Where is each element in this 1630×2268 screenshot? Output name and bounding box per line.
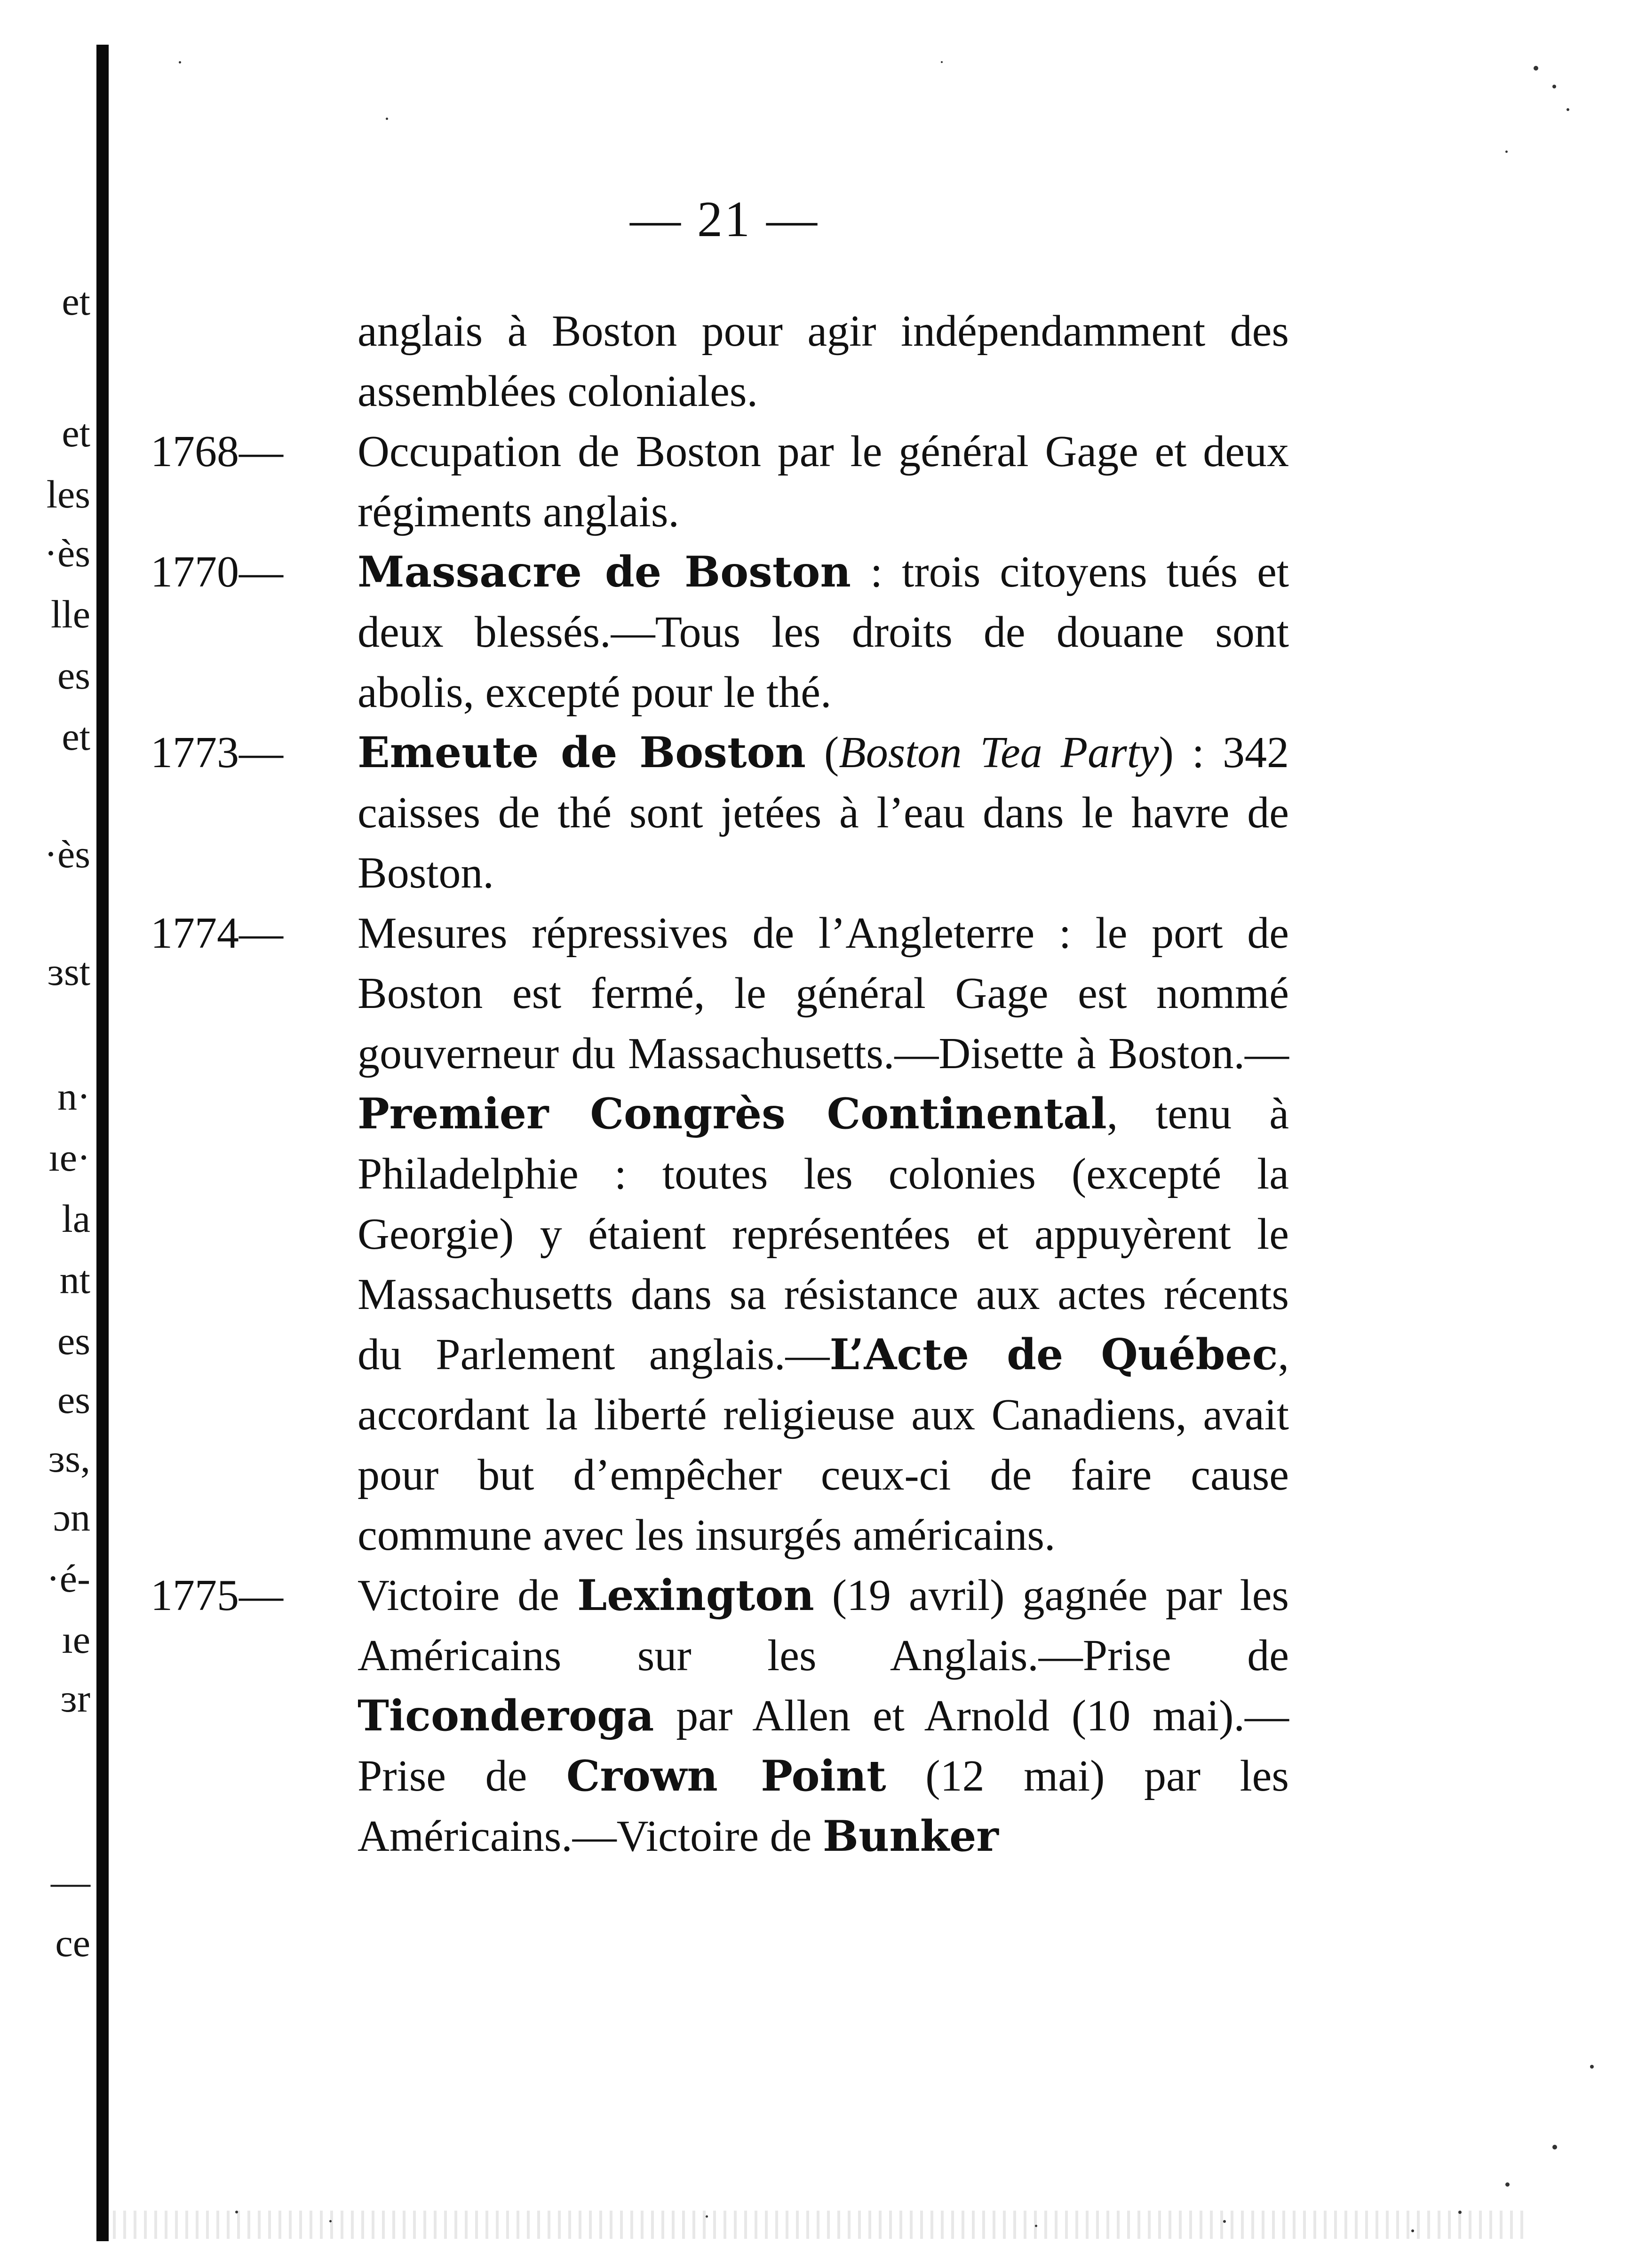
margin-fragment: lle [51, 593, 90, 636]
facing-page-fragments [0, 0, 94, 2268]
margin-fragment: ce [55, 1921, 90, 1965]
margin-fragment: et [62, 715, 90, 759]
chronology-entry [151, 903, 1289, 1565]
print-speck [941, 61, 943, 63]
margin-fragment: es [57, 654, 90, 698]
print-speck [386, 118, 388, 120]
bold-term: L’Acte de Québec [829, 1330, 1278, 1380]
print-speck [1223, 2220, 1226, 2223]
chronology-entry [151, 542, 1289, 722]
bold-term: Crown Point [566, 1751, 886, 1801]
margin-fragment: nt [59, 1258, 90, 1302]
entry-text: , accordant la liberté religieuse aux Canadiens, avait pour but d’empêcher ceux-ci de faire cause commune avec les insurgés américains. [358, 1330, 1289, 1560]
print-speck [235, 2211, 238, 2213]
print-speck [1035, 2225, 1037, 2227]
entry-year: 1768— [151, 427, 283, 476]
print-speck [1411, 2229, 1414, 2232]
margin-fragment: et [62, 412, 90, 455]
entry-text: par Allen et Arnold (10 mai).—Prise de [358, 1691, 1289, 1800]
entry-text: Occupation de Boston par le général Gage et deux régiments anglais. [358, 427, 1289, 536]
margin-fragment: ɜst [47, 950, 90, 994]
entry-year: 1770— [151, 547, 283, 596]
entry-year: 1775— [151, 1571, 283, 1620]
print-speck [329, 2220, 332, 2222]
print-speck [1505, 2182, 1510, 2187]
entry-text: (19 avril) gagnée par les Américains sur les Anglais.—Prise de [358, 1571, 1289, 1680]
margin-fragment: — [51, 1860, 90, 1904]
margin-fragment: es [57, 1319, 90, 1363]
margin-fragment: ·ès [44, 531, 90, 575]
italic-term: Boston Tea Party [839, 728, 1159, 777]
chronology-entry [151, 722, 1289, 903]
print-speck [1590, 2065, 1594, 2069]
print-noise [113, 2211, 1524, 2239]
bold-term: Lexington [577, 1570, 814, 1620]
bold-term: Bunker [822, 1811, 999, 1861]
entry-year: 1774— [151, 909, 283, 958]
margin-fragment: n· [57, 1075, 90, 1118]
print-speck [179, 61, 181, 63]
entry-text: , tenu à Philadelphie : toutes les colonies (excepté la Georgie) y étaient représentées et appuyèrent le Massachusetts dans sa résistance aux actes récents du Parlement anglais.— [358, 1089, 1289, 1379]
bold-term: Ticonderoga [358, 1691, 654, 1741]
margin-fragment: ·ès [44, 833, 90, 876]
chronology-entries [151, 301, 1289, 1866]
print-speck [1566, 108, 1569, 111]
bold-term: Premier Congrès Continental [358, 1089, 1107, 1139]
margin-fragment: ·é- [46, 1557, 90, 1601]
print-speck [1534, 66, 1538, 71]
margin-fragment: et [62, 280, 90, 324]
print-speck [1458, 2211, 1462, 2214]
entry-text: (12 mai) par les Américains.—Victoire de [358, 1752, 1289, 1861]
entry-text: ) : 342 caisses de thé sont jetées à l’eau dans le havre de Boston. [358, 728, 1289, 897]
print-speck [1552, 85, 1556, 88]
entry-year: 1773— [151, 728, 283, 777]
chronology-entry [151, 301, 1289, 421]
entry-text: anglais à Boston pour agir indépendamment des assemblées coloniales. [358, 307, 1289, 416]
margin-fragment: ɜr [60, 1677, 90, 1721]
chronology-entry [151, 1565, 1289, 1866]
margin-fragment: ɜs, [48, 1437, 90, 1481]
print-speck [1552, 2145, 1557, 2149]
print-speck [1505, 151, 1508, 153]
margin-fragment: ıe· [48, 1136, 90, 1180]
margin-fragment: la [62, 1197, 90, 1241]
entry-text: Mesures répressives de l’Angleterre : le port de Boston est fermé, le général Gage est nommé gouverneur du Massachusetts.—Disette à Boston.— [358, 909, 1289, 1078]
chronology-entry [151, 421, 1289, 542]
print-speck [706, 2215, 708, 2218]
entry-text: : trois citoyens tués et deux blessés.—Tous les droits de douane sont abolis, excepté pour le thé. [358, 547, 1289, 717]
margin-fragment: les [46, 473, 90, 516]
entry-text: ( [806, 728, 839, 777]
margin-fragment: ɔn [53, 1496, 90, 1539]
margin-fragment: ıe [62, 1618, 90, 1662]
page-number: — 21 — [630, 191, 819, 247]
entry-text: Victoire de [358, 1571, 577, 1620]
bold-term: Emeute de Boston [358, 728, 806, 777]
bold-term: Massacre de Boston [358, 547, 851, 597]
margin-fragment: es [57, 1378, 90, 1422]
binding-shadow [96, 45, 109, 2241]
